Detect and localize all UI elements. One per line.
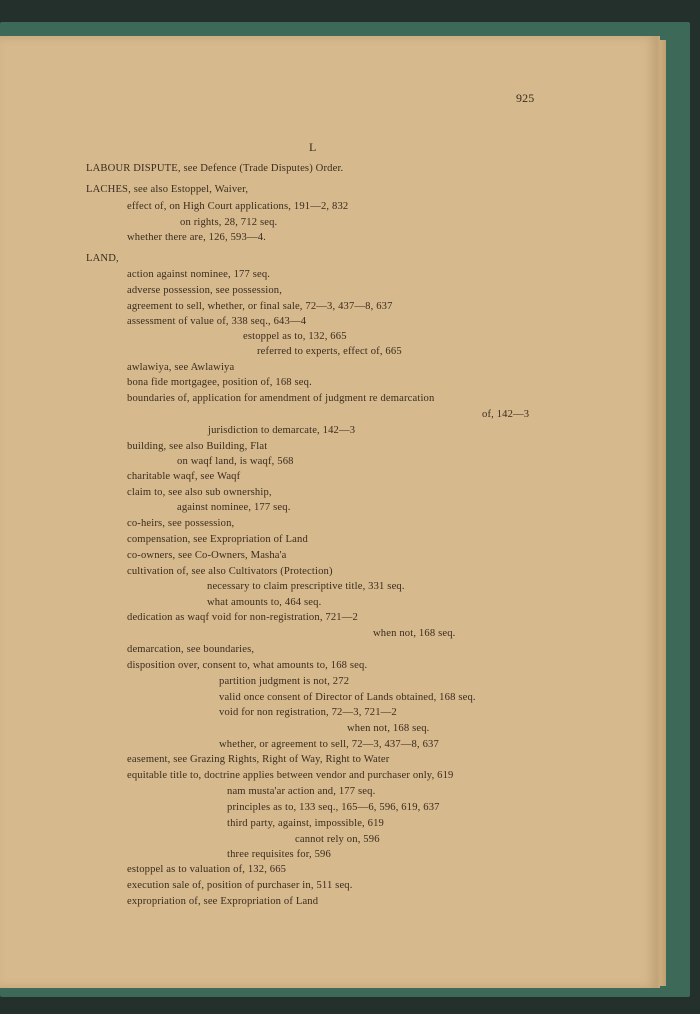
section-letter: L [309, 140, 317, 154]
index-line: on rights, 28, 712 seq. [180, 217, 278, 228]
index-line: valid once consent of Director of Lands obtained, 168 seq. [219, 692, 476, 703]
index-line: charitable waqf, see Waqf [127, 471, 241, 482]
index-line: on waqf land, is waqf, 568 [177, 456, 294, 467]
index-line: three requisites for, 596 [227, 849, 331, 860]
index-line: whether, or agreement to sell, 72—3, 437—8, 637 [219, 739, 439, 750]
index-line: cannot rely on, 596 [295, 834, 380, 845]
index-line: necessary to claim prescriptive title, 331 seq. [207, 581, 405, 592]
index-line: when not, 168 seq. [347, 723, 430, 734]
index-line: claim to, see also sub ownership, [127, 487, 272, 498]
index-line: of, 142—3 [482, 409, 530, 420]
index-line: LABOUR DISPUTE, see Defence (Trade Disputes) Order. [86, 163, 344, 174]
index-line: agreement to sell, whether, or final sale, 72—3, 437—8, 637 [127, 301, 393, 312]
index-line: nam musta'ar action and, 177 seq. [227, 786, 376, 797]
index-line: co-heirs, see possession, [127, 518, 235, 529]
index-line: partition judgment is not, 272 [219, 676, 350, 687]
index-line: disposition over, consent to, what amounts to, 168 seq. [127, 660, 368, 671]
index-line: action against nominee, 177 seq. [127, 269, 271, 280]
index-line: demarcation, see boundaries, [127, 644, 255, 655]
index-line: effect of, on High Court applications, 191—2, 832 [127, 201, 349, 212]
index-line: LACHES, see also Estoppel, Waiver, [86, 184, 249, 195]
index-line: referred to experts, effect of, 665 [257, 346, 402, 357]
index-line: compensation, see Expropriation of Land [127, 534, 308, 545]
index-line: expropriation of, see Expropriation of Land [127, 896, 319, 907]
index-line: bona fide mortgagee, position of, 168 seq. [127, 377, 312, 388]
index-line: when not, 168 seq. [373, 628, 456, 639]
index-line: dedication as waqf void for non-registration, 721—2 [127, 612, 358, 623]
index-line: third party, against, impossible, 619 [227, 818, 384, 829]
index-line: execution sale of, position of purchaser in, 511 seq. [127, 880, 353, 891]
index-line: void for non registration, 72—3, 721—2 [219, 707, 397, 718]
index-line: awlawiya, see Awlawiya [127, 362, 235, 373]
index-line: assessment of value of, 338 seq., 643—4 [127, 316, 307, 327]
index-line: adverse possession, see possession, [127, 285, 283, 296]
index-line: what amounts to, 464 seq. [207, 597, 322, 608]
index-line: principles as to, 133 seq., 165—6, 596, 619, 637 [227, 802, 440, 813]
index-line: cultivation of, see also Cultivators (Protection) [127, 566, 333, 577]
index-line: boundaries of, application for amendment of judgment re demarcation [127, 393, 435, 404]
index-line: equitable title to, doctrine applies between vendor and purchaser only, 619 [127, 770, 454, 781]
index-line: LAND, [86, 253, 119, 264]
index-line: building, see also Building, Flat [127, 441, 268, 452]
index-line: easement, see Grazing Rights, Right of Way, Right to Water [127, 754, 390, 765]
index-line: estoppel as to, 132, 665 [243, 331, 347, 342]
page-edge [658, 40, 666, 986]
index-line: estoppel as to valuation of, 132, 665 [127, 864, 287, 875]
index-line: against nominee, 177 seq. [177, 502, 291, 513]
page-number: 925 [516, 91, 535, 105]
index-line: whether there are, 126, 593—4. [127, 232, 266, 243]
index-line: jurisdiction to demarcate, 142—3 [208, 425, 356, 436]
index-line: co-owners, see Co-Owners, Masha'a [127, 550, 287, 561]
